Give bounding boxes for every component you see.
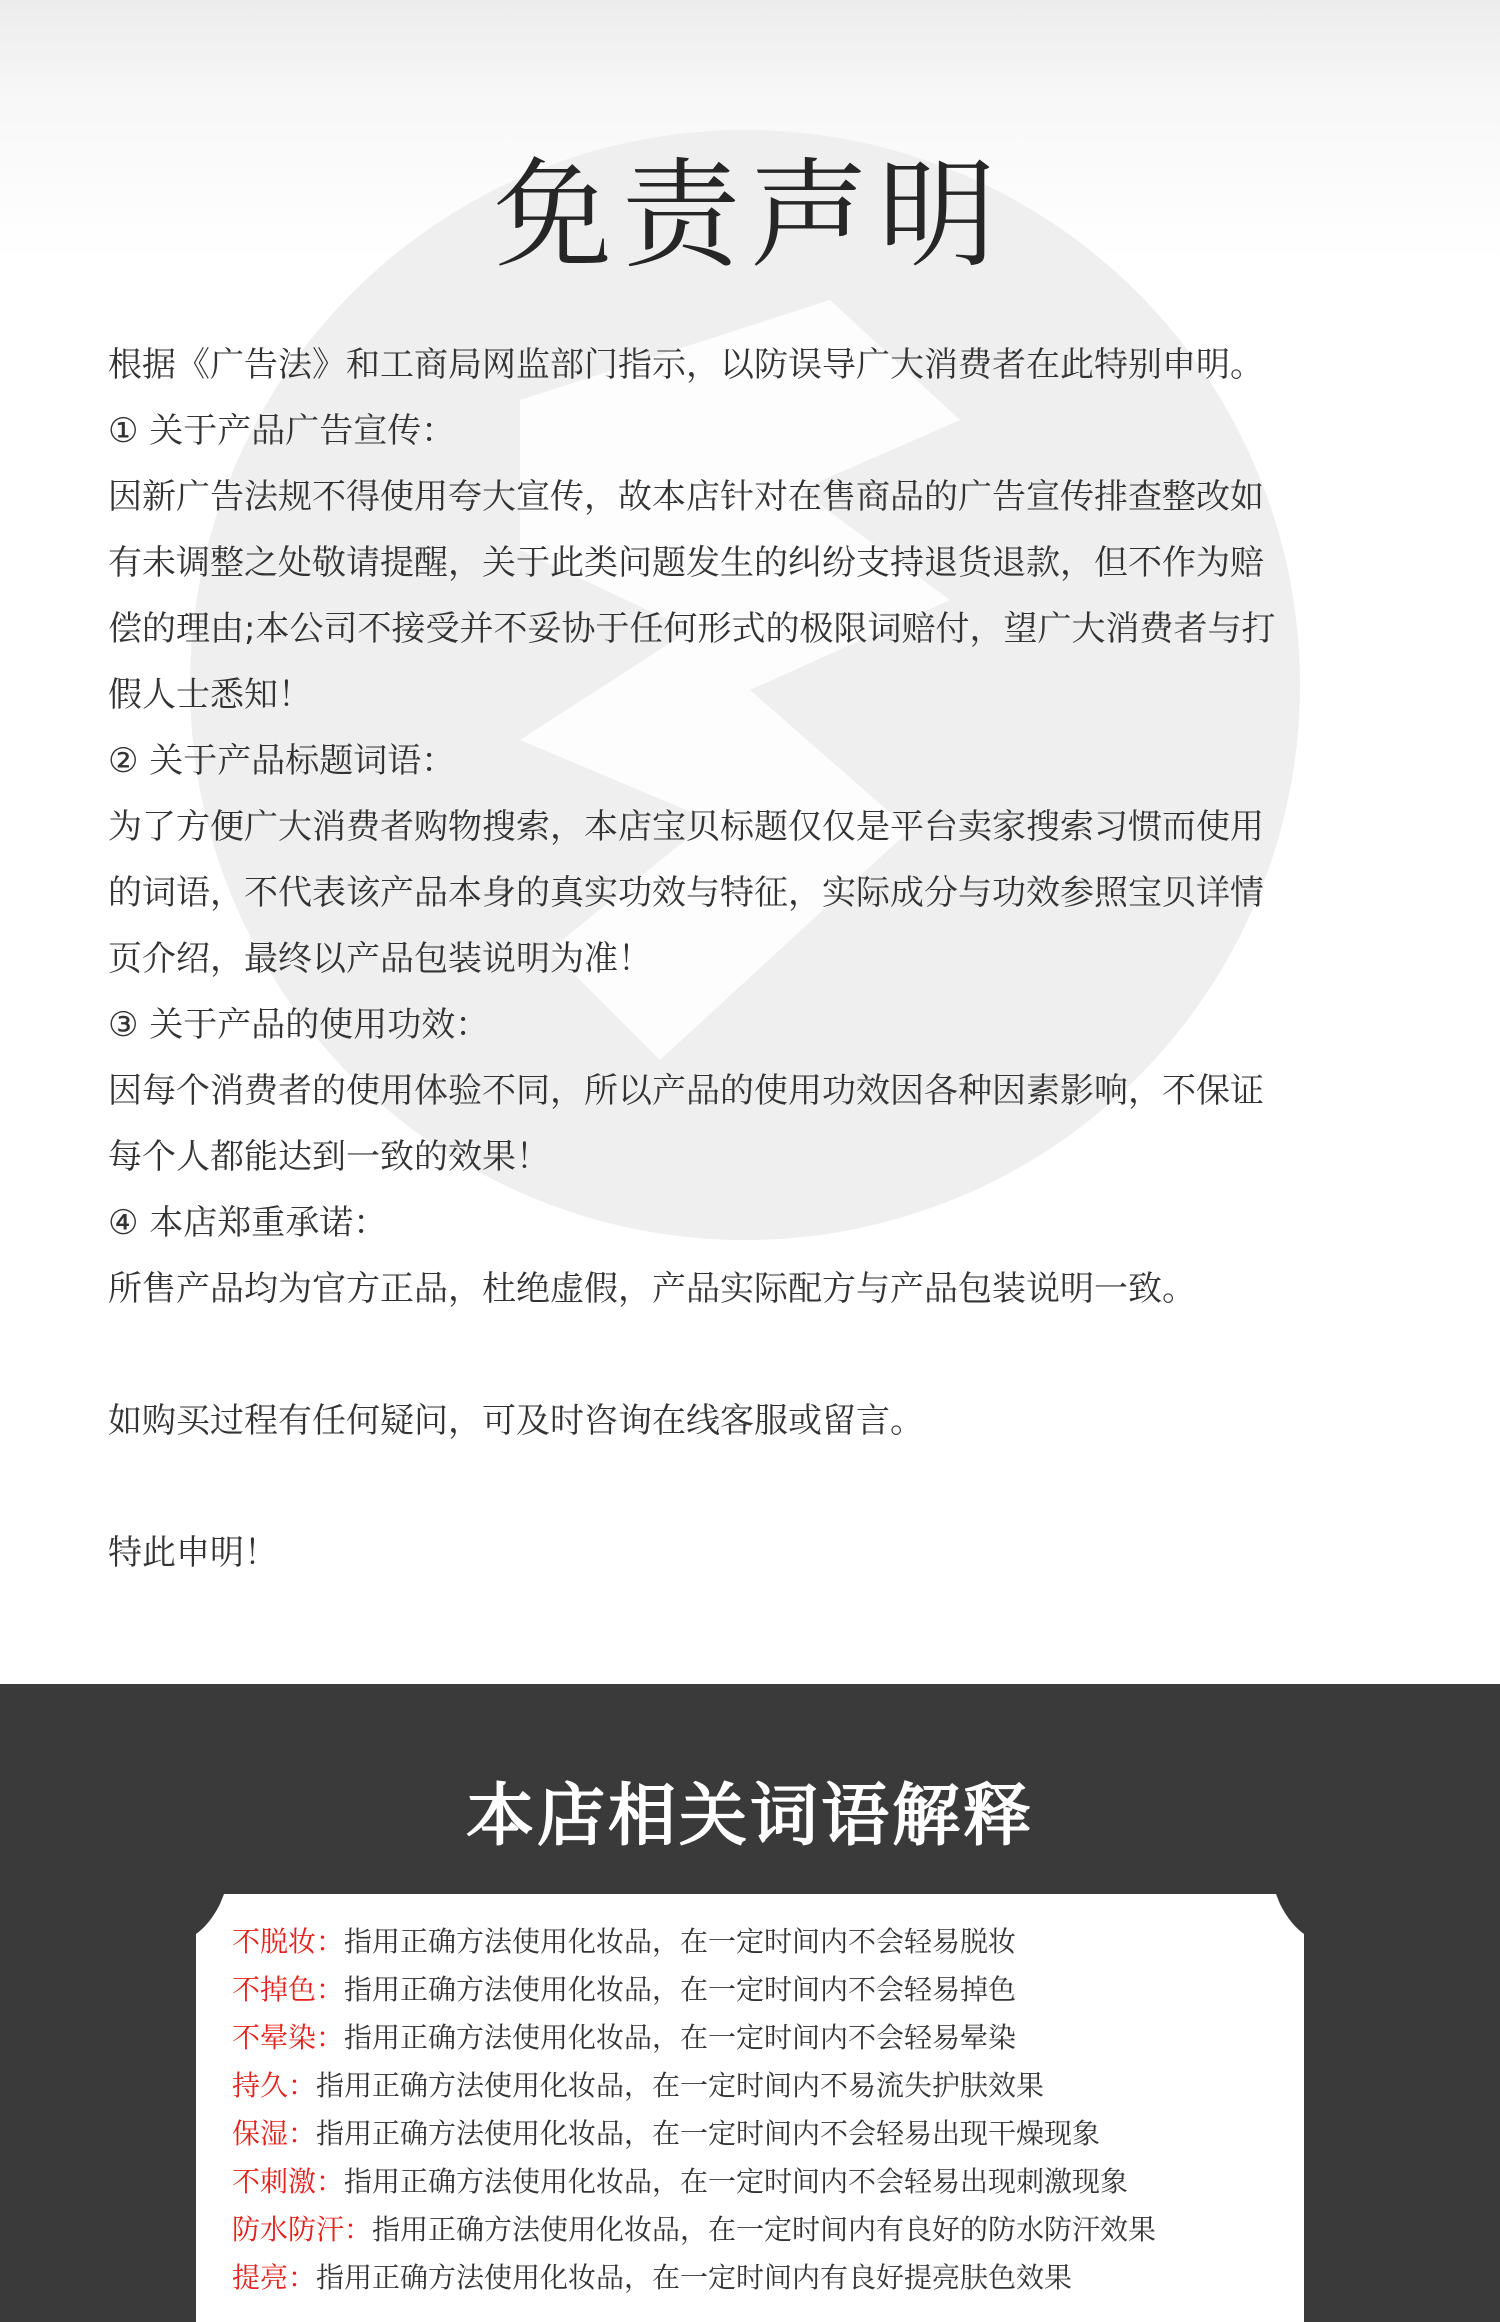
contact-note: 如购买过程有任何疑问，可及时咨询在线客服或留言。 (108, 1401, 924, 1441)
term-desc: 指用正确方法使用化妆品，在一定时间内有良好提亮肤色效果 (316, 2261, 1073, 2294)
disclaimer-line: 所售产品均为官方正品，杜绝虚假，产品实际配方与产品包装说明一致。 (108, 1269, 1196, 1309)
term-name: 防水防汗： (232, 2213, 373, 2246)
disclaimer-line: 页介绍，最终以产品包装说明为准！ (108, 939, 652, 979)
disclaimer-line: 有未调整之处敬请提醒，关于此类问题发生的纠纷支持退货退款，但不作为赔 (108, 543, 1264, 583)
disclaimer-line: 因新广告法规不得使用夸大宣传，故本店针对在售商品的广告宣传排查整改如 (108, 477, 1264, 517)
term-desc: 指用正确方法使用化妆品，在一定时间内有良好的防水防汗效果 (372, 2213, 1157, 2246)
disclaimer-line: 为了方便广大消费者购物搜索，本店宝贝标题仅仅是平台卖家搜索习惯而使用 (108, 807, 1264, 847)
disclaimer-line: 每个人都能达到一致的效果！ (108, 1137, 550, 1177)
disclaimer-line: ② 关于产品标题词语： (108, 741, 456, 781)
term-desc: 指用正确方法使用化妆品，在一定时间内不会轻易出现刺激现象 (344, 2165, 1129, 2198)
page-title: 免责声明 (493, 146, 1006, 284)
term-name: 不掉色： (232, 1973, 345, 2006)
term-desc: 指用正确方法使用化妆品，在一定时间内不会轻易脱妆 (344, 1925, 1017, 1958)
term-item (232, 2062, 1272, 2110)
closing-note: 特此申明！ (108, 1533, 278, 1573)
term-name: 不刺激： (232, 2165, 345, 2198)
term-item (232, 2254, 1272, 2302)
term-item (232, 2206, 1272, 2254)
terms-card (196, 1894, 1304, 2322)
disclaimer-line: 假人士悉知！ (108, 675, 312, 715)
disclaimer-line: ① 关于产品广告宣传： (108, 411, 456, 451)
disclaimer-body (108, 332, 1408, 1586)
disclaimer-line: ③ 关于产品的使用功效： (108, 1005, 490, 1045)
terms-title: 本店相关词语解释 (465, 1777, 1034, 1856)
disclaimer-line: ④ 本店郑重承诺： (108, 1203, 388, 1243)
disclaimer-line: 的词语，不代表该产品本身的真实功效与特征，实际成分与功效参照宝贝详情 (108, 873, 1264, 913)
term-item (232, 2158, 1272, 2206)
term-item (232, 1918, 1272, 1966)
terms-list (232, 1918, 1272, 2302)
term-name: 提亮： (232, 2261, 317, 2294)
term-desc: 指用正确方法使用化妆品，在一定时间内不会轻易晕染 (344, 2021, 1017, 2054)
term-name: 不脱妆： (232, 1925, 345, 1958)
disclaimer-line: 偿的理由;本公司不接受并不妥协于任何形式的极限词赔付，望广大消费者与打 (108, 609, 1276, 649)
term-desc: 指用正确方法使用化妆品，在一定时间内不会轻易出现干燥现象 (316, 2117, 1101, 2150)
term-item (232, 2014, 1272, 2062)
terms-section (0, 1684, 1500, 2322)
disclaimer-line: 因每个消费者的使用体验不同，所以产品的使用功效因各种因素影响，不保证 (108, 1071, 1264, 1111)
term-item (232, 1966, 1272, 2014)
disclaimer-line: 根据《广告法》和工商局网监部门指示，以防误导广大消费者在此特别申明。 (108, 345, 1264, 385)
term-name: 持久： (232, 2069, 317, 2102)
term-item (232, 2110, 1272, 2158)
term-name: 不晕染： (232, 2021, 345, 2054)
term-name: 保湿： (232, 2117, 317, 2150)
term-desc: 指用正确方法使用化妆品，在一定时间内不会轻易掉色 (344, 1973, 1017, 2006)
term-desc: 指用正确方法使用化妆品，在一定时间内不易流失护肤效果 (316, 2069, 1045, 2102)
